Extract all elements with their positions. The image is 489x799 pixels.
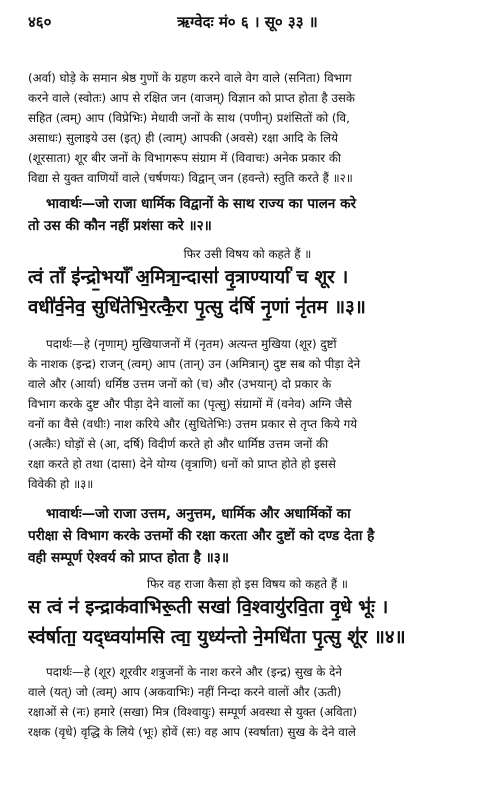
bhavartha-line: वही सम्पूर्ण ऐश्वर्य को प्राप्त होता है ॥३॥ bbox=[28, 550, 229, 566]
verse-line: वधी॑र्व॒नेव॒ सुधि॑तेभि॒रत्कै॒रा पृ॒त्सु द॑र्षि नृ॒णां नृ॑तम ॥३॥ bbox=[28, 297, 366, 318]
padartha-line: पदार्थः—हे (शूर) शूरवीर शत्रुजनों के नाश करने और (इन्द्र) सुख के देने bbox=[46, 665, 342, 679]
section-intro: फिर उसी विषय को कहते हैं ॥ bbox=[183, 247, 312, 261]
text-line: करने वाले (स्वोतः) आप से रक्षित जन (वाजम्) विज्ञान को प्राप्त होता है उसके bbox=[28, 91, 355, 105]
text-line: (अर्वा) घोड़े के समान श्रेष्ठ गुणों के ग्रहण करने वाले वेग वाले (सनिता) विभाग bbox=[28, 71, 352, 85]
text-line: असाधः) सुलाइये उस (इत्) ही (त्वाम्) आपकी (अवसे) रक्षा आदि के लिये bbox=[28, 131, 338, 145]
verse-line: त्वं ताँ इ॑न्द्रो॒भयाँ॑ अ॒मित्रा॒न्दासा॑ वृ॒त्राण्यार्या॑ च शूर । bbox=[28, 267, 349, 288]
text-line: विद्या से युक्त वाणियों वाले (चर्षणयः) विद्वान् जन (हवन्ते) स्तुति करते हैं ॥२॥ bbox=[28, 171, 353, 185]
padartha-line: पदार्थः—हे (नृणाम्) मुखियाजनों में (नृतम) अत्यन्त मुखिया (शूर) दुष्टों bbox=[46, 337, 337, 351]
text-line: सहित (त्वम्) आप (विप्रेभिः) मेधावी जनों के साथ (पणीन्) प्रशंसितों को (वि, bbox=[28, 111, 350, 125]
text-line: वाले और (आर्या) धर्मिष्ठ उत्तम जनों को (च) और (उभयान्) दो प्रकार के bbox=[28, 377, 332, 391]
text-line: विवेकी हो ॥३॥ bbox=[28, 477, 94, 491]
text-line: वाले (यत्) जो (त्वम्) आप (अकवाभिः) नहीं निन्दा करने वालों और (ऊती) bbox=[28, 685, 342, 699]
text-line: (शूरसाता) शूर बीर जनों के विभागरूप संग्राम में (विवाचः) अनेक प्रकार की bbox=[28, 151, 341, 165]
text-line: रक्षक (वृधे) वृद्धि के लिये (भूः) होवें (सः) वह आप (स्वर्षाता) सुख के देने वाले bbox=[28, 725, 356, 739]
text-line: वनों का वैसे (वधीः) नाश करिये और (सुधितेभिः) उत्तम प्रकार से तृप्त किये गये bbox=[28, 417, 358, 431]
bhavartha-line: परीक्षा से विभाग करके उत्तमों की रक्षा करता और दुष्टों को दण्ड देता है bbox=[28, 528, 375, 544]
page-number: ४६० bbox=[28, 13, 52, 31]
verse-line: स त्वं न॑ इन्द्राक॑वाभिरू॒ती सखा॑ वि॒श्वायु॑रवि॒ता वृ॒धे भूः॑ । bbox=[28, 597, 389, 618]
text-line: (अत्कैः) घोड़ों से (आ, दर्षि) विदीर्ण करते हो और धार्मिष्ठ उत्तम जनों की bbox=[28, 437, 329, 451]
text-line: विभाग करके दुष्ट और पीड़ा देने वालों का (पृत्सु) संग्रामों में (वनेव) अग्नि जैसे bbox=[28, 397, 352, 411]
text-line: के नाशक (इन्द्र) राजन् (त्वम्) आप (तान्) उन (अमित्रान्) दुष्ट सब को पीड़ा देने bbox=[28, 357, 361, 371]
running-title: ऋग्वेदः मं० ६ । सू० ३३ ॥ bbox=[177, 13, 318, 31]
section-intro: फिर वह राजा कैसा हो इस विषय को कहते हैं ॥ bbox=[147, 577, 348, 591]
page-header bbox=[28, 10, 467, 36]
verse-line: स्व॑र्षाता॒ यद्ध्वया॑मसि त्वा॒ युध्य॑न्तो ने॒मधि॑ता पृ॒त्सु शू॑र ॥४॥ bbox=[28, 627, 406, 648]
text-line: रक्षाओं से (नः) हमारे (सखा) मित्र (विश्वायुः) सम्पूर्ण अवस्था से युक्त (अविता) bbox=[28, 705, 358, 719]
bhavartha-line: तो उस की कौन नहीं प्रशंसा करे ॥२॥ bbox=[28, 218, 212, 234]
bhavartha-line: भावार्थः—जो राजा धार्मिक विद्वानों के साथ राज्य का पालन करे bbox=[46, 196, 357, 212]
text-line: रक्षा करते हो तथा (दासा) देने योग्य (वृत्राणि) धनों को प्राप्त होते हो इससे bbox=[28, 457, 336, 471]
bhavartha-line: भावार्थः—जो राजा उत्तम, अनुत्तम, धार्मिक और अधार्मिकों का bbox=[46, 506, 351, 522]
